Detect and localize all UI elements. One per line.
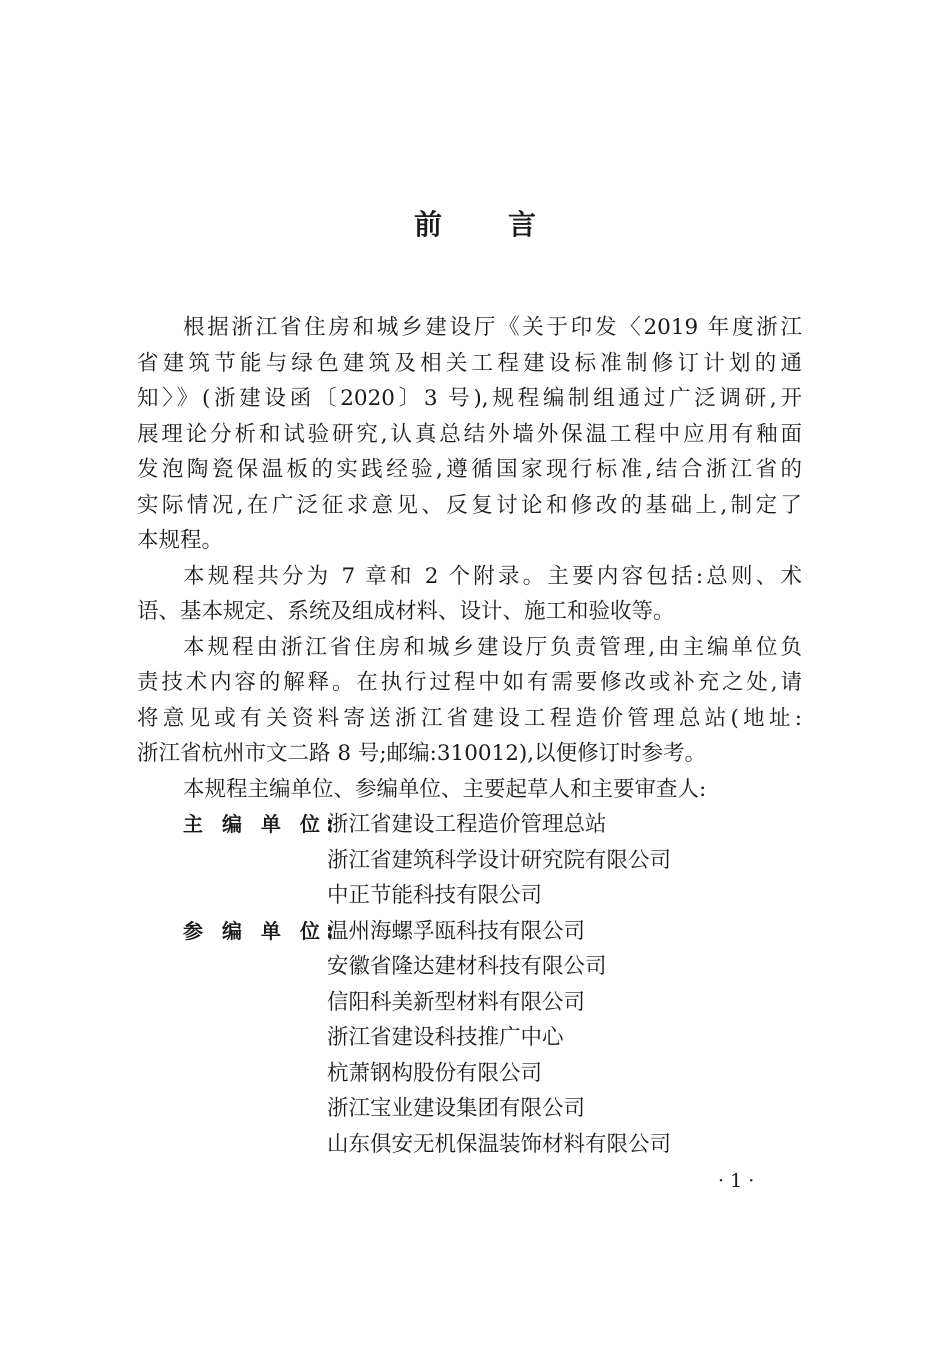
participating-unit-row xyxy=(137,1091,802,1127)
paragraph-3-line: 责技术内容的解释。在执行过程中如有需要修改或补充之处,请 xyxy=(137,670,802,695)
participating-unit-row xyxy=(137,949,802,985)
participating-units-label: 参 编 单 位: xyxy=(183,918,340,943)
paragraph-3-line: 将意见或有关资料寄送浙江省建设工程造价管理总站(地址: xyxy=(137,705,802,731)
chief-unit-name: 浙江省建筑科学设计研究院有限公司 xyxy=(327,847,672,873)
participating-unit-name: 安徽省隆达建材科技有限公司 xyxy=(327,954,607,979)
paragraph-3-line: 本规程由浙江省住房和城乡建设厅负责管理,由主编单位负 xyxy=(183,634,802,660)
participating-unit-name: 浙江省建设科技推广中心 xyxy=(327,1025,564,1050)
participating-unit-name: 山东俱安无机保温装饰材料有限公司 xyxy=(327,1131,672,1157)
participating-unit-name: 信阳科美新型材料有限公司 xyxy=(327,989,586,1015)
chief-unit-row xyxy=(137,843,802,879)
paragraph-1-line: 根据浙江省住房和城乡建设厅《关于印发〈2019 年度浙江 xyxy=(183,315,802,340)
participating-unit-row xyxy=(137,1127,802,1163)
foreword-body xyxy=(137,310,802,1162)
title-char-2: 言 xyxy=(508,208,537,241)
paragraph-2-line: 语、基本规定、系统及组成材料、设计、施工和验收等。 xyxy=(137,599,675,624)
paragraph-1-line: 实际情况,在广泛征求意见、反复讨论和修改的基础上,制定了 xyxy=(137,492,802,518)
title-char-1: 前 xyxy=(413,208,442,241)
chief-unit-name: 浙江省建设工程造价管理总站 xyxy=(327,812,607,837)
chief-unit-row xyxy=(137,878,802,914)
chief-units-label: 主 编 单 位: xyxy=(183,812,340,836)
participating-unit-row xyxy=(137,985,802,1021)
paragraph-1-line: 本规程。 xyxy=(137,528,224,553)
participating-unit-name: 浙江宝业建设集团有限公司 xyxy=(327,1096,586,1121)
paragraph-2-line: 本规程共分为 7 章和 2 个附录。主要内容包括:总则、术 xyxy=(183,563,802,589)
paragraph-1-line: 知〉》(浙建设函〔2020〕3 号),规程编制组通过广泛调研,开 xyxy=(137,386,802,411)
participating-unit-name: 温州海螺孚瓯科技有限公司 xyxy=(327,918,586,944)
paragraph-4-line: 本规程主编单位、参编单位、主要起草人和主要审查人: xyxy=(183,776,707,802)
participating-unit-row xyxy=(137,1020,802,1056)
participating-unit-row xyxy=(137,914,802,950)
chief-unit-row xyxy=(137,807,802,843)
paragraph-1-line: 发泡陶瓷保温板的实践经验,遵循国家现行标准,结合浙江省的 xyxy=(137,457,802,482)
chief-unit-name: 中正节能科技有限公司 xyxy=(327,883,543,908)
participating-unit-row xyxy=(137,1056,802,1092)
paragraph-1-line: 展理论分析和试验研究,认真总结外墙外保温工程中应用有釉面 xyxy=(137,421,802,447)
paragraph-3-line: 浙江省杭州市文二路 8 号;邮编:310012),以便修订时参考。 xyxy=(137,741,707,766)
paragraph-1-line: 省建筑节能与绿色建筑及相关工程建设标准制修订计划的通 xyxy=(137,350,802,376)
page-title xyxy=(0,203,950,243)
participating-unit-name: 杭萧钢构股份有限公司 xyxy=(327,1060,543,1086)
page-number: · 1 · xyxy=(718,1170,755,1192)
